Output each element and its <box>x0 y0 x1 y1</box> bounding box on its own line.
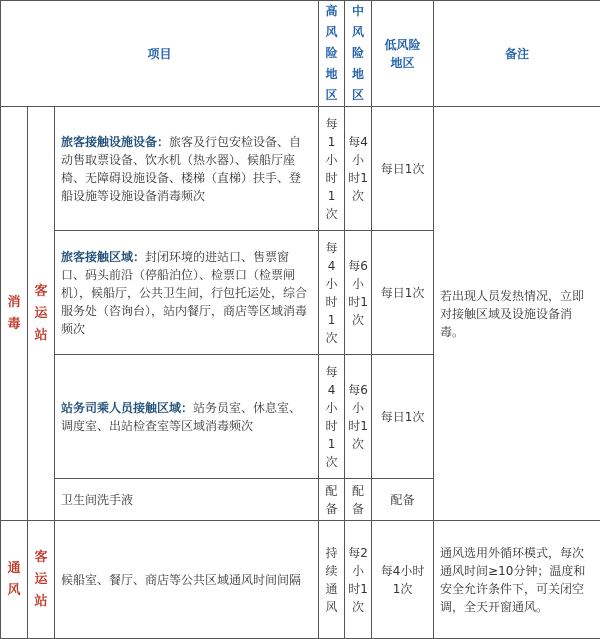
low-risk-value: 每日1次 <box>372 107 434 231</box>
mid-risk-value: 每2小时1次 <box>345 521 372 639</box>
item-cell <box>55 107 319 231</box>
high-risk-value: 配备 <box>319 479 345 521</box>
item-title: 旅客接触设施设备： <box>61 135 169 149</box>
remark-cell: 通风选用外循环模式，每次通风时间≥10分钟；温度和安全允许条件下，可关闭空调，全天开窗通风。 <box>434 521 600 639</box>
item-cell: 卫生间洗手液 <box>55 479 319 521</box>
low-risk-value: 每日1次 <box>372 231 434 355</box>
header-low-risk: 低风险地区 <box>372 1 434 107</box>
item-title: 站务司乘人员接触区域： <box>61 401 193 415</box>
category-cell: 通风 <box>1 521 28 639</box>
remark-cell: 若出现人员发热情况，立即对接触区域及设施设备消毒。 <box>434 107 600 521</box>
mid-risk-value: 配备 <box>345 479 372 521</box>
high-risk-value: 每1小时1次 <box>319 107 345 231</box>
header-row <box>1 1 600 107</box>
item-cell <box>55 231 319 355</box>
item-text: 旅客及行包安检设备、自动售取票设备、饮水机（热水器）、候船厅座椅、无障碍设施设备、楼梯（直梯）扶手、登船设施等设施设备消毒频次 <box>61 135 301 203</box>
mid-risk-value: 每4小时1次 <box>345 107 372 231</box>
mid-risk-value: 每6小时1次 <box>345 231 372 355</box>
item-title: 旅客接触区域： <box>61 250 145 264</box>
low-risk-value: 配备 <box>372 479 434 521</box>
low-risk-value: 每4小时1次 <box>372 521 434 639</box>
header-mid-risk: 中风险地区 <box>345 1 372 107</box>
item-text: 封闭环境的进站口、售票窗口、码头前沿（停船泊位）、检票口（检票闸机），候船厅，公共卫生间，行包托运处，综合服务处（咨询台），站内餐厅，商店等区域消毒频次 <box>61 250 307 336</box>
table-row <box>1 107 600 231</box>
header-high-risk: 高风险地区 <box>319 1 345 107</box>
subcategory-cell: 客运站 <box>28 521 55 639</box>
header-remark: 备注 <box>434 1 600 107</box>
mid-risk-value: 每6小时1次 <box>345 355 372 479</box>
category-cell: 消毒 <box>1 107 28 521</box>
subcategory-cell: 客运站 <box>28 107 55 521</box>
header-item: 项目 <box>1 1 319 107</box>
table-row <box>1 521 600 639</box>
item-cell <box>55 355 319 479</box>
high-risk-value: 每4小时1次 <box>319 355 345 479</box>
item-cell: 候船室、餐厅、商店等公共区域通风时间间隔 <box>55 521 319 639</box>
high-risk-value: 每4小时1次 <box>319 231 345 355</box>
high-risk-value: 持续通风 <box>319 521 345 639</box>
low-risk-value: 每日1次 <box>372 355 434 479</box>
item-text: 站务员室、休息室、调度室、出站检查室等区域消毒频次 <box>61 401 301 433</box>
